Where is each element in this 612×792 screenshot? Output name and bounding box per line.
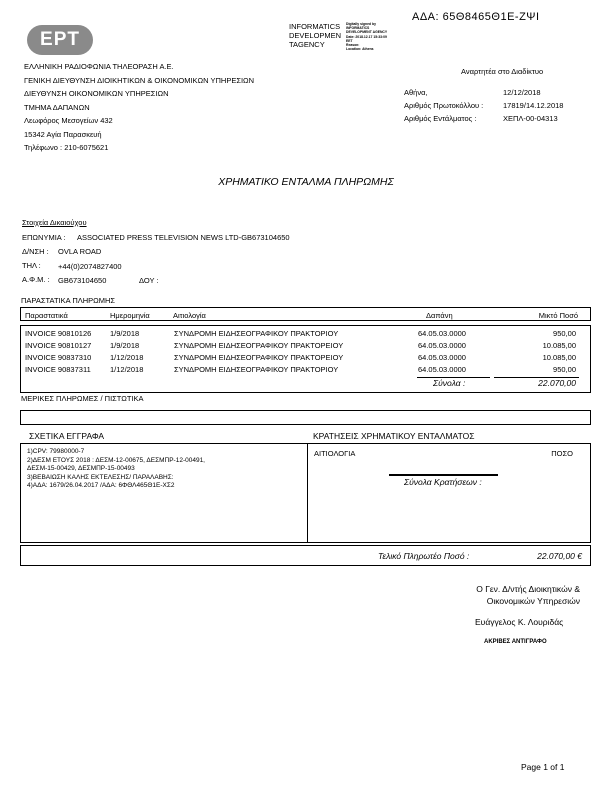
row-date: 1/12/2018: [110, 353, 144, 362]
beneficiary-name-label: ΕΠΩΝΥΜΙΑ :: [22, 233, 66, 242]
org-line: ΤΜΗΜΑ ΔΑΠΑΝΩΝ: [24, 102, 90, 112]
related-documents-list: [27, 448, 205, 491]
document-date: 12/12/2018: [503, 88, 541, 97]
order-label: Αριθμός Εντάλματος :: [404, 114, 477, 123]
row-expense: 64.05.03.0000: [418, 341, 466, 350]
doy-label: ΔΟΥ :: [139, 276, 159, 285]
related-doc-line: 4)ΑΔΑ: 1679/26.04.2017 /ΑΔΑ: 6ΦΘΛ465Θ1Ε-ΧΣ2: [27, 482, 175, 490]
phone-label: ΤΗΛ :: [22, 261, 41, 270]
table-row: INVOICE 90810127: [25, 341, 92, 350]
signatory-name: Ευάγγελος Κ. Λουριδάς: [475, 617, 564, 627]
signatory-role-line: Οικονομικών Υπηρεσιών: [486, 596, 580, 606]
related-doc-line: 3)ΒΕΒΑΙΩΣΗ ΚΑΛΗΣ ΕΚΤΕΛΕΣΗΣ/ ΠΑΡΑΛΑΒΗΣ:: [27, 473, 174, 481]
deductions-total-rule: [389, 474, 498, 476]
col-header-documents: Παραστατικά: [25, 311, 68, 320]
afm-value: GB673104650: [58, 276, 107, 285]
payments-header-row: [20, 307, 591, 321]
row-amount: 10.085,00: [542, 341, 576, 350]
column-divider: [307, 444, 308, 542]
afm-label: Α.Φ.Μ. :: [22, 275, 50, 284]
org-line: ΕΛΛΗΝΙΚΗ ΡΑΔΙΟΦΩΝΙΑ ΤΗΛΕΟΡΑΣΗ Α.Ε.: [24, 62, 174, 71]
stamp-line: INFORMATICS: [289, 22, 341, 31]
row-expense: 64.05.03.0000: [418, 329, 466, 338]
org-line: Τηλέφωνο : 210-6075621: [24, 143, 109, 152]
beneficiary-heading: Στοιχεία Δικαιούχου: [22, 218, 87, 227]
certified-copy: ΑΚΡΙΒΕΣ ΑΝΤΙΓΡΑΦΟ: [484, 639, 547, 645]
stamp-details: Digitally signed by INFORMATICS DEVELOPMENT AGENCY Date: 2018.12.17 15:33:09 EET Reason: Location: Athens: [346, 22, 388, 52]
deductions-reason-header: ΑΙΤΙΟΛΟΓΙΑ: [314, 449, 356, 458]
row-reason: ΣΥΝΔΡΟΜΗ ΕΙΔΗΣΕΟΓΡΑΦΙΚΟΥ ΠΡΑΚΤΟΡΕΙΟΥ: [174, 353, 344, 362]
table-row: INVOICE 90837310: [25, 353, 92, 362]
col-header-date: Ημερομηνία: [110, 311, 150, 320]
row-amount: 950,00: [553, 329, 576, 338]
org-line: ΔΙΕΥΘΥΝΣΗ ΟΙΚΟΝΟΜΙΚΩΝ ΥΠΗΡΕΣΙΩΝ: [24, 89, 169, 98]
row-reason: ΣΥΝΔΡΟΜΗ ΕΙΔΗΣΕΟΓΡΑΦΙΚΟΥ ΠΡΑΚΤΟΡΙΟΥ: [174, 365, 339, 374]
org-line: 15342 Αγία Παρασκευή: [24, 129, 102, 139]
related-doc-line: ΔΕΣΜ-15-00429, ΔΕΣΜΠΡ-15-00493: [27, 465, 135, 473]
protocol-number: 17819/14.12.2018: [503, 101, 564, 110]
related-doc-line: 1)CPV: 79980000-7: [27, 448, 85, 455]
row-expense: 64.05.03.0000: [418, 353, 466, 362]
col-header-expense: Δαπάνη: [426, 311, 453, 320]
table-row: INVOICE 90810126: [25, 329, 92, 338]
payments-heading: ΠΑΡΑΣΤΑΤΙΚΑ ΠΛΗΡΩΜΗΣ: [21, 296, 116, 305]
deductions-amount-header: ΠΟΣΟ: [551, 449, 573, 458]
partial-payments-heading: ΜΕΡΙΚΕΣ ΠΛΗΡΩΜΕΣ / ΠΙΣΤΩΤΙΚΑ: [21, 394, 144, 403]
ada-code: ΑΔΑ: 65Θ8465Θ1Ε-ΖΨΙ: [412, 11, 540, 23]
protocol-label: Αριθμός Πρωτοκόλλου :: [404, 101, 484, 110]
table-row: INVOICE 90837311: [25, 365, 91, 374]
organization-block: [24, 60, 254, 155]
beneficiary-name: ASSOCIATED PRESS TELEVISION NEWS LTD-GB673104650: [77, 233, 290, 242]
related-documents-heading: ΣΧΕΤΙΚΑ ΕΓΓΡΑΦΑ: [29, 431, 105, 441]
page-number: Page 1 of 1: [521, 762, 565, 772]
row-reason: ΣΥΝΔΡΟΜΗ ΕΙΔΗΣΕΟΓΡΑΦΙΚΟΥ ΠΡΑΚΤΟΡΕΙΟΥ: [174, 341, 344, 350]
order-number: ΧΕΠΛ-00-04313: [503, 114, 558, 123]
document-title: ΧΡΗΜΑΤΙΚΟ ΕΝΤΑΛΜΑ ΠΛΗΡΩΜΗΣ: [218, 176, 394, 188]
address-label: Δ/ΝΣΗ :: [22, 247, 49, 256]
partial-payments-box: [20, 410, 591, 425]
payments-body: [20, 325, 591, 393]
col-header-reason: Αιτιολογία: [173, 311, 206, 320]
stamp-line: DEVELOPMEN: [289, 31, 342, 40]
stamp-line: TAGENCY: [289, 40, 325, 49]
row-date: 1/12/2018: [110, 365, 144, 374]
final-amount-value: 22.070,00 €: [537, 551, 582, 561]
related-deductions-box: [20, 443, 591, 543]
address-value: OVLA ROAD: [58, 247, 102, 256]
digital-signature-stamp: [289, 22, 341, 49]
row-amount: 950,00: [553, 365, 576, 374]
org-line: ΓΕΝΙΚΗ ΔΙΕΥΘΥΝΣΗ ΔΙΟΙΚΗΤΙΚΩΝ & ΟΙΚΟΝΟΜΙΚΩΝ ΥΠΗΡΕΣΙΩΝ: [24, 75, 255, 85]
deductions-heading: ΚΡΑΤΗΣΕΙΣ ΧΡΗΜΑΤΙΚΟΥ ΕΝΤΑΛΜΑΤΟΣ: [313, 431, 475, 441]
org-line: Λεωφόρος Μεσογείων 432: [24, 116, 113, 125]
ert-logo: ΕΡΤ: [27, 25, 93, 55]
row-expense: 64.05.03.0000: [418, 365, 466, 374]
row-amount: 10.085,00: [542, 353, 576, 362]
row-reason: ΣΥΝΔΡΟΜΗ ΕΙΔΗΣΕΟΓΡΑΦΙΚΟΥ ΠΡΑΚΤΟΡΙΟΥ: [174, 329, 339, 338]
phone-value: +44(0)2074827400: [58, 262, 122, 271]
totals-value: 22.070,00: [538, 378, 576, 388]
row-date: 1/9/2018: [110, 329, 140, 338]
col-header-amount: Μικτό Ποσό: [538, 311, 578, 320]
final-amount-box: [20, 545, 591, 566]
related-doc-line: 2)ΔΕΣΜ ΕΤΟΥΣ 2018 : ΔΕΣΜ-12-00675, ΔΕΣΜΠΡ-12-00491,: [27, 456, 205, 464]
signatory-role: [440, 583, 580, 607]
publish-note: Αναρτητέα στο Διαδίκτυο: [461, 67, 544, 76]
deductions-total-label: Σύνολα Κρατήσεων :: [404, 477, 482, 487]
totals-label: Σύνολα :: [433, 378, 466, 388]
row-date: 1/9/2018: [110, 341, 140, 350]
city-label: Αθήνα,: [404, 88, 428, 97]
final-amount-label: Τελικό Πληρωτέο Ποσό :: [378, 551, 470, 561]
signatory-role-line: Ο Γεν. Δ/ντής Διοικητικών &: [476, 584, 580, 594]
